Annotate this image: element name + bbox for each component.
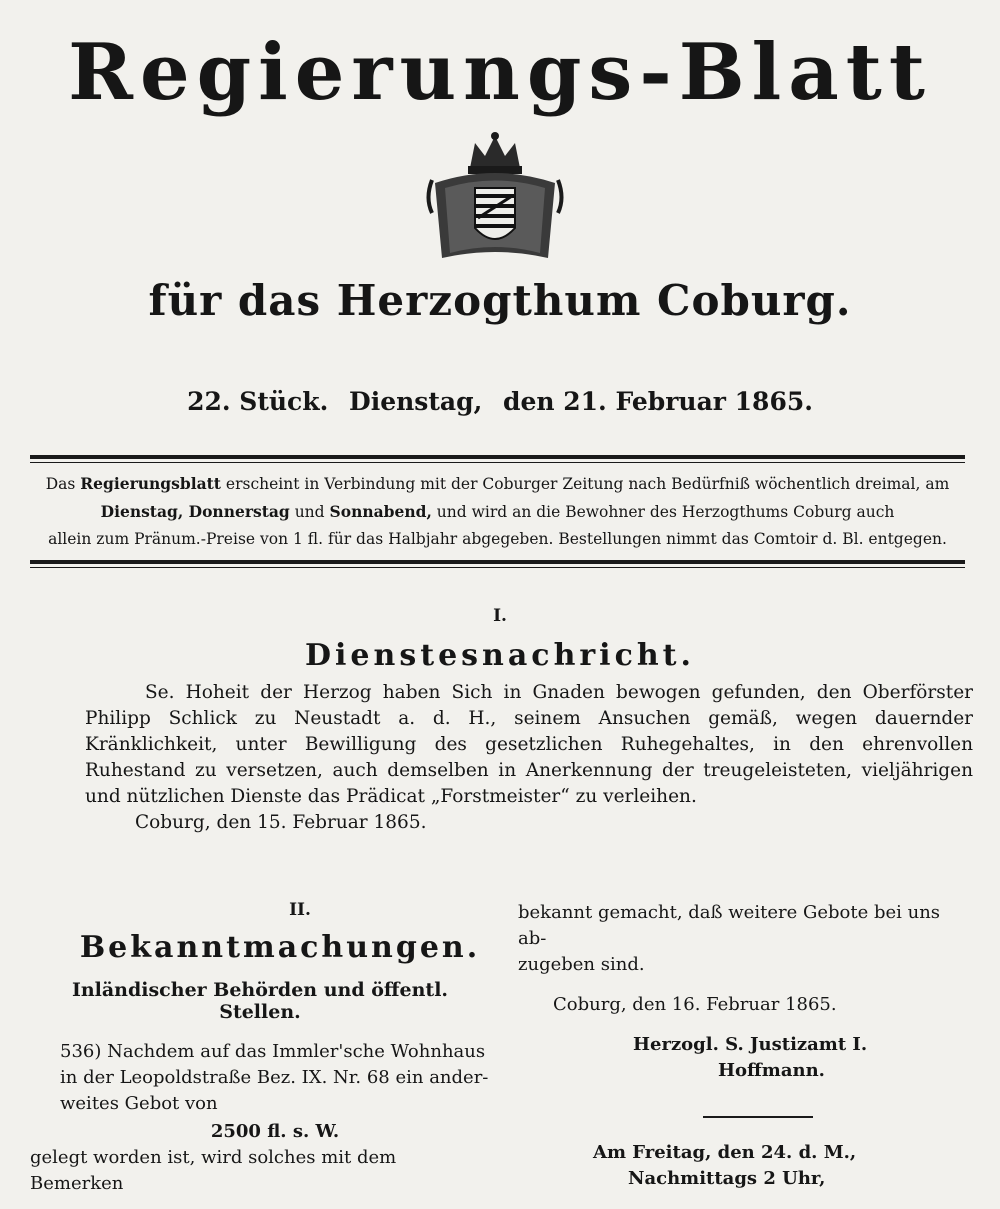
- notice-text: allein zum Pränum.-Preise von 1 fl. für das Halbjahr abgegeben. Bestellungen nimmt das Comtoir d. Bl. entgegen.: [48, 530, 947, 548]
- coat-of-arms-icon: [420, 128, 570, 268]
- notice-line: Am Freitag, den 24. d. M.,: [593, 1142, 857, 1163]
- notice-line: bekannt gemacht, daß weitere Gebote bei uns ab-: [518, 902, 941, 949]
- issue-line: [0, 385, 1000, 419]
- divider-rule: [30, 560, 965, 564]
- section-number: II.: [289, 900, 311, 920]
- notice-line: gelegt worden ist, wird solches mit dem Bemerken: [30, 1147, 397, 1194]
- divider-rule: [30, 455, 965, 459]
- issue-day: Dienstag,: [349, 387, 483, 416]
- notice-line: Nachmittags 2 Uhr,: [628, 1168, 826, 1189]
- masthead-title: Regierungs-Blatt: [68, 27, 932, 118]
- notice-line: 536) Nachdem auf das Immler'sche Wohnhaus: [60, 1041, 486, 1062]
- notice-line: weites Gebot von: [60, 1093, 218, 1114]
- notice-text-bold: Regierungsblatt: [80, 474, 221, 493]
- notice-text: Das: [45, 475, 76, 493]
- notice-line: zugeben sind.: [518, 954, 645, 975]
- right-column: [518, 900, 973, 1192]
- notice-item: [30, 1039, 490, 1197]
- section-body: Se. Hoheit der Herzog haben Sich in Gnaden bewogen gefunden, den Oberförster Philipp Schlick zu Neustadt a. d. H., seinem Ansuchen gemäß, wegen dauernder Kränklichkeit, unter Bewilligung des gesetzlichen Ruhegehaltes, in den ehrenvollen Ruhestand zu versetzen, auch demselben in Anerkennung der treugeleisteten, vieljährigen und nützlichen Dienste das Prädicat „Forstmeister“ zu verleihen.: [85, 682, 973, 807]
- publication-notice: [30, 470, 965, 553]
- divider-rule: [703, 1116, 813, 1118]
- section-dateline: Coburg, den 15. Februar 1865.: [135, 812, 427, 833]
- issue-number: 22. Stück.: [187, 387, 329, 416]
- notice-dateline: Coburg, den 16. Februar 1865.: [553, 994, 837, 1015]
- section-title: Dienstesnachricht.: [305, 638, 695, 673]
- notice-text: erscheint in Verbindung mit der Coburger Zeitung nach Bedürfniß wöchentlich dreimal, am: [225, 475, 950, 493]
- notice-text-bold: Dienstag, Donnerstag: [100, 502, 290, 521]
- section-title: Bekanntmachungen.: [79, 930, 481, 965]
- issuing-office: Herzogl. S. Justizamt I.: [633, 1034, 868, 1055]
- notice-amount: 2500 fl. s. W.: [210, 1121, 340, 1142]
- signature: Hoffmann.: [718, 1060, 825, 1081]
- notice-text-bold: Sonnabend,: [329, 502, 432, 521]
- issue-date: den 21. Februar 1865.: [503, 387, 813, 416]
- left-column: [30, 900, 490, 1197]
- section-number: I.: [493, 606, 507, 626]
- notice-text: und: [294, 503, 325, 521]
- notice-text: und wird an die Bewohner des Herzogthums Coburg auch: [436, 503, 895, 521]
- section-subtitle: Inländischer Behörden und öffentl. Stellen.: [71, 979, 449, 1023]
- notice-line: in der Leopoldstraße Bez. IX. Nr. 68 ein ander-: [60, 1067, 489, 1088]
- masthead-subtitle: für das Herzogthum Coburg.: [148, 276, 852, 325]
